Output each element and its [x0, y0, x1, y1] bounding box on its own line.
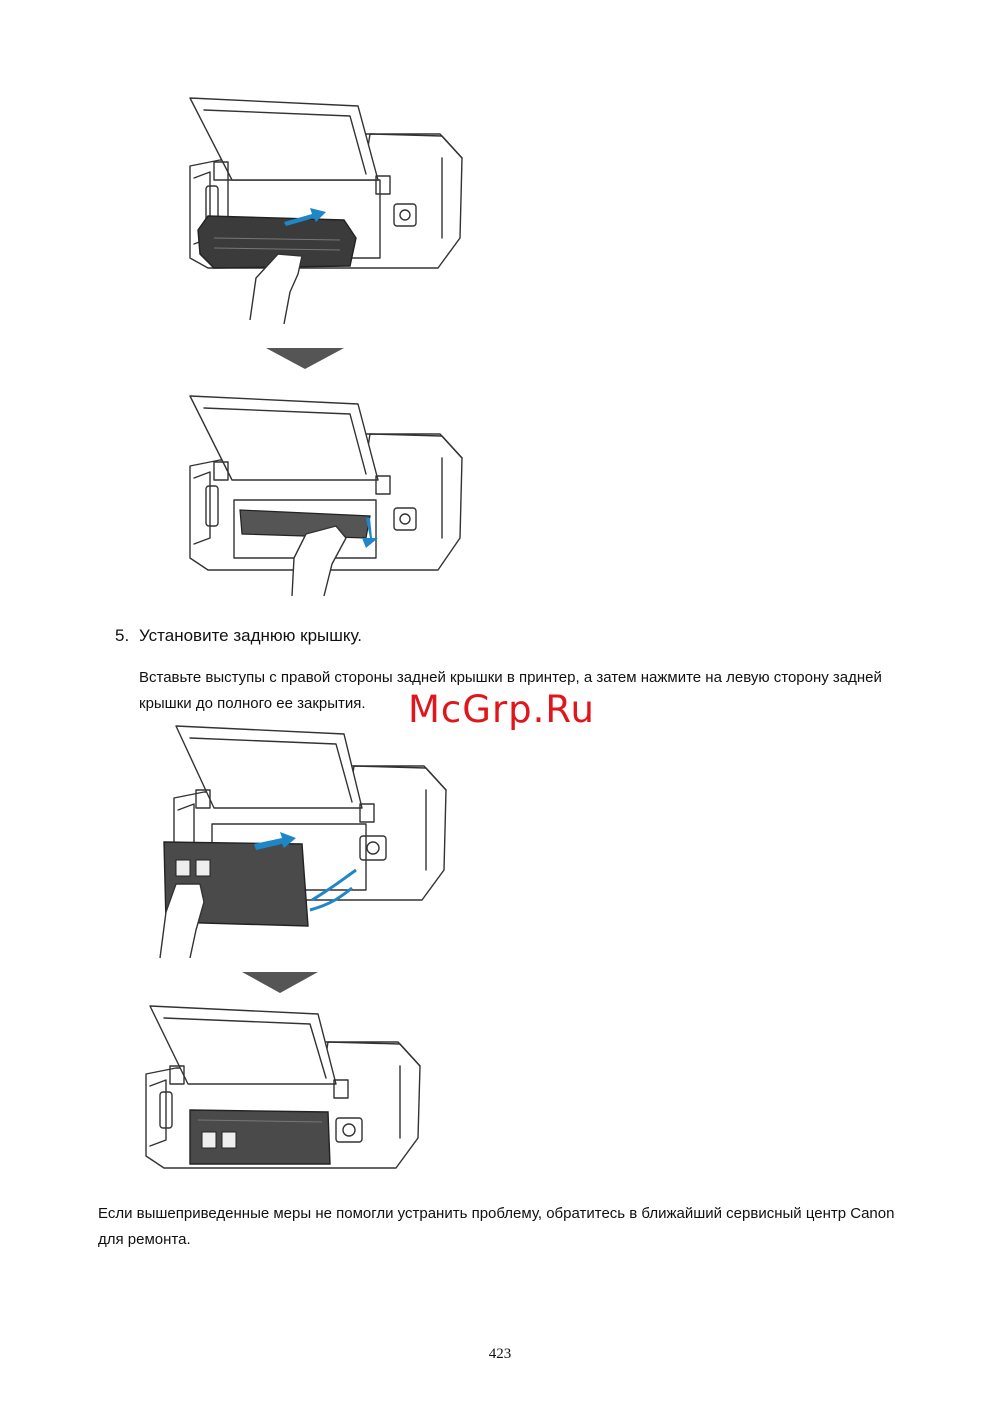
down-arrow-icon	[266, 348, 344, 370]
footer-note: Если вышеприведенные меры не помогли устранить проблему, обратитесь в ближайший сервисный центр Canon для ремонта.	[98, 1205, 895, 1248]
printer-illustration-2	[180, 388, 470, 598]
printer-illustration-1	[180, 88, 470, 328]
step-description: Вставьте выступы с правой стороны задней крышки в принтер, а затем нажмите на левую сторону задней крышки до полного ее закрытия.	[139, 669, 882, 712]
step-heading	[115, 626, 362, 646]
step-title: Установите заднюю крышку.	[139, 626, 363, 645]
page-number: 423	[488, 1346, 512, 1362]
printer-illustration-3	[156, 720, 456, 960]
watermark: McGrp.Ru	[408, 688, 595, 731]
down-arrow-icon	[242, 972, 318, 994]
printer-illustration-4	[132, 1000, 432, 1180]
step-number: 5.	[115, 626, 130, 645]
